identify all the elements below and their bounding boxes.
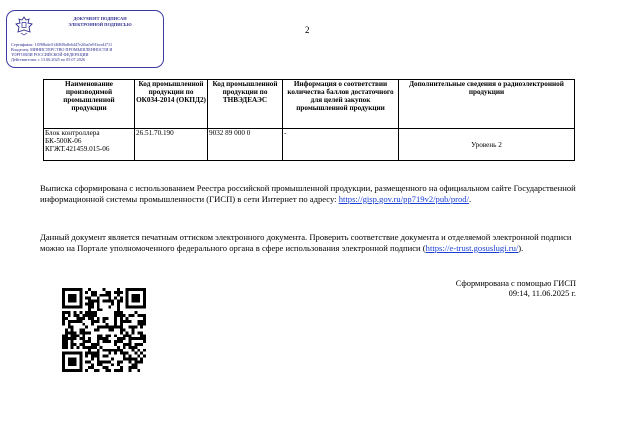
table-header-row [44,80,575,129]
header-product-name: Наименование производимой промышленной продукции [44,80,135,129]
signature-note-text: Данный документ является печатным оттиском электронного документа. Проверить соответствие документа и отделяемой электронной подписи можно на Портале уполномоченного федерального органа в сфере использования электронной подписи ( [40,232,572,253]
gisp-registry-link[interactable]: https://gisp.gov.ru/pp719v2/pub/prod/ [338,193,469,204]
stamp-validity: Действителен: с 13.06.2025 по 05.07.2026 [11,57,86,62]
stamp-owner-cont: ТОРГОВЛИ РОССИЙСКОЙ ФЕДЕРАЦИИ [11,52,89,57]
coat-of-arms-icon [13,15,35,37]
cell-product-name: Блок контроллера БК-500К-06 КГЖТ.421459.015-06 [44,129,135,161]
extract-note-tail: . [468,193,472,204]
stamp-certificate: Сертификат: 1f598bdef1f468f9a8e6447e2fba5e91bce4f711 [11,42,113,47]
header-okpd2: Код промышленной продукции по ОК034-2014 (ОКПД2) [135,80,208,129]
header-points: Информация о соответствии количества баллов достаточного для целей закупок промышленной продукции [283,80,399,129]
page-number: 2 [305,25,310,35]
products-table [43,79,575,161]
stamp-details [11,42,161,62]
table-row [44,129,575,161]
extract-note [40,183,585,204]
generated-datetime: 09:14, 11.06.2025 г. [508,289,576,298]
cell-okpd2: 26.51.70.190 [135,129,208,161]
header-extra-info: Дополнительные сведения о радиоэлектронной продукции [399,80,575,129]
generated-label: Сформирована с помощью ГИСП [455,279,576,288]
stamp-title: ДОКУМЕНТ ПОДПИСАН ЭЛЕКТРОННОЙ ПОДПИСЬЮ [68,16,132,27]
cell-points: - [283,129,399,161]
cell-tnved: 9032 89 000 0 [208,129,283,161]
signature-note [40,232,585,253]
signature-note-tail: ). [518,242,524,253]
qr-code-icon [62,288,146,372]
e-trust-link[interactable]: https://e-trust.gosuslugi.ru/ [425,242,519,253]
stamp-owner: Владелец: МИНИСТЕРСТВО ПРОМЫШЛЕННОСТИ И [11,47,113,52]
header-tnved: Код промышленной продукции по ТНВЭДЕАЭС [208,80,283,129]
extract-note-text: Выписка сформирована с использованием Реестра российской промышленной продукции, размещенного на официальном сайте Государственной информационной системы промышленности (ГИСП) в сети Интернет по адресу: [40,183,576,204]
signature-stamp [6,10,164,68]
generated-info [456,279,576,299]
cell-extra-info: Уровень 2 [399,129,575,161]
